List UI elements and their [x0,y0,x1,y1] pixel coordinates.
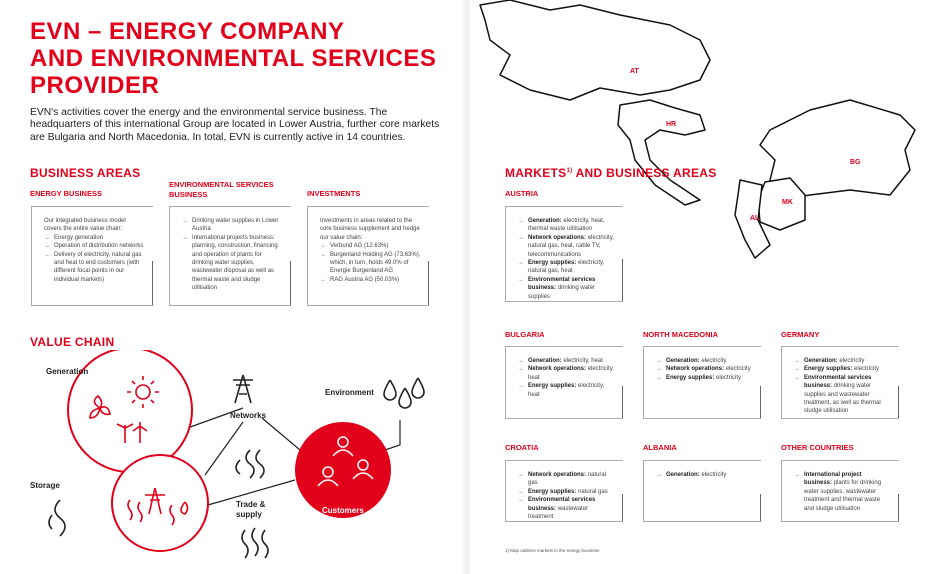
item-value: wastewater treatment [528,505,589,521]
value-chain-heading: VALUE CHAIN [30,335,115,349]
item-value: electricity, natural gas, heat [528,260,605,275]
list-item [518,496,615,521]
water-drops-icon [384,378,424,408]
value-chain-diagram [0,350,462,574]
item-value: electricity, heat, thermal waste utilisation [528,218,605,233]
item-value: electricity [701,472,727,478]
list-item: → Burgenland Holding AG (73.63%), which, in turn, holds 49.0% of Energie Burgenland AG [320,251,421,276]
item-value: electricity, natural gas, heat, cable TV, telecommunications [528,234,614,258]
item-label: Energy supplies: [804,366,853,373]
business-areas-heading: BUSINESS AREAS [30,166,141,180]
markets-heading-rest: AND BUSINESS AREAS [575,166,717,180]
list-item: → International projects business: planning, construction, financing and operation of plants for drinking water supplies, wastewater disposal as well as thermal waste and sludge utilisation [182,234,283,293]
flame-icon [236,450,264,478]
item-value: drinking water supplies and wastewater treatment, as well as thermal sludge utilisation [804,383,881,415]
map-label-at: AT [630,68,639,75]
item-label: Environmental services business: [528,497,596,512]
list-item: → Delivery of electricity, natural gas and heat to end customers (with different focal points in our individual markets) [44,251,145,285]
item-label: International project business: [804,472,862,487]
supply-text: supply [236,510,262,519]
storage-circle [112,455,208,551]
item-label: Network operations: [528,472,587,478]
market-box [505,346,623,419]
box-intro: Our integrated business model covers the entire value chain: [44,218,126,233]
list-item [794,471,891,513]
markets-heading-text: MARKETS [505,166,567,180]
title-line: EVN – ENERGY COMPANY [30,18,345,45]
list-item [518,276,615,301]
map-label-hr: HR [666,121,677,128]
storage-label: Storage [30,481,60,490]
item-label: Environmental services business: [804,374,872,390]
map-label-bg: BG [850,159,861,166]
list-item [518,357,615,365]
item-label: Environmental services business: [528,276,596,292]
market-heading: BULGARIA [505,330,545,339]
item-label: Generation: [804,358,838,364]
item-label: Generation: [528,218,562,224]
item-value: electricity [725,366,751,373]
page-title [30,18,436,99]
croatia-outline [618,100,705,205]
market-box [505,206,623,302]
environment-label: Environment [325,388,374,397]
investments-heading: INVESTMENTS [307,189,361,198]
title-line: PROVIDER [30,72,160,99]
environmental-heading: ENVIRONMENTAL SERVICES BUSINESS [169,180,274,199]
item-label: Generation: [666,472,700,478]
item-label: Network operations: [528,234,587,241]
environmental-box [169,206,291,306]
market-heading: CROATIA [505,443,539,452]
item-value: electricity [701,358,727,364]
item-value: electricity, heat [563,358,603,364]
austria-outline [480,0,710,100]
list-item: → Drinking water supplies in Lower Austria [182,217,283,234]
networks-label: Networks [230,411,267,420]
item-value: natural gas [578,488,608,495]
energy-business-heading: ENERGY BUSINESS [30,189,102,198]
trade-text: Trade & [236,500,266,509]
market-box [781,346,899,419]
item-value: natural gas [528,472,607,487]
generation-label: Generation [46,367,89,376]
item-label: Generation: [528,358,562,364]
item-value: drinking water supplies [528,285,596,300]
map-label-al: AL [750,215,760,222]
item-value: electricity, heat [528,383,605,398]
market-heading: OTHER COUNTRIES [781,443,854,452]
markets-heading [505,166,717,180]
item-label: Energy supplies: [528,488,577,495]
list-item: → RAG Austria AG (50.03%) [320,276,421,284]
list-item [794,374,891,416]
footnote: 1) Map outlines markets in the energy business [505,548,600,553]
market-box [781,460,899,522]
list-item [656,471,753,479]
pylon-icon [233,375,253,403]
market-box [505,460,623,522]
item-value: electricity [854,366,880,373]
item-value: electricity [839,358,865,364]
item-label: Energy supplies: [528,383,577,390]
list-item [518,217,615,234]
list-item: → Energy generation [44,234,145,242]
market-box [643,460,761,522]
trade-supply-label [236,500,265,520]
list-item [518,488,615,496]
item-label: Generation: [666,358,700,364]
list-item [794,365,891,373]
market-heading: AUSTRIA [505,189,539,198]
list-item [518,259,615,276]
list-item [518,382,615,399]
item-label: Energy supplies: [528,260,577,267]
energy-business-box [31,206,153,306]
list-item [794,357,891,365]
intro-paragraph: EVN's activities cover the energy and the environmental service business. The headquarters of this international Group are located in Lower Austria, further core markets are Bulgaria and North Macedonia. In total, EVN is currently active in 14 countries. [30,107,440,143]
item-value: electricity, heat [528,366,614,381]
market-box [643,346,761,419]
item-label: Energy supplies: [666,374,715,381]
box-intro: Investments in areas related to the core business supplement and hedge our value chain: [320,218,420,241]
customers-label: Customers [322,506,364,515]
item-label: Network operations: [666,366,725,373]
map-label-mk: MK [782,199,793,206]
list-item [518,471,615,488]
list-item: → Operation of distribution networks [44,242,145,250]
market-heading: GERMANY [781,330,820,339]
title-line: AND ENVIRONMENTAL SERVICES [30,45,437,72]
item-value: plants for drinking water supplies, wastewater treatment and thermal waste and sludge utilisation [804,480,882,512]
list-item: → Verbund AG (12.63%) [320,242,421,250]
gas-flame-icon [49,500,65,536]
footnote-mark: 1) [566,168,573,174]
item-value: electricity [716,374,742,381]
list-item [518,365,615,382]
item-label: Network operations: [528,366,587,373]
market-heading: NORTH MACEDONIA [643,330,718,339]
heat-icon [242,528,268,558]
market-heading: ALBANIA [643,443,677,452]
list-item [656,357,753,365]
list-item [656,365,753,373]
investments-box [307,206,429,306]
list-item [656,374,753,382]
list-item [518,234,615,259]
